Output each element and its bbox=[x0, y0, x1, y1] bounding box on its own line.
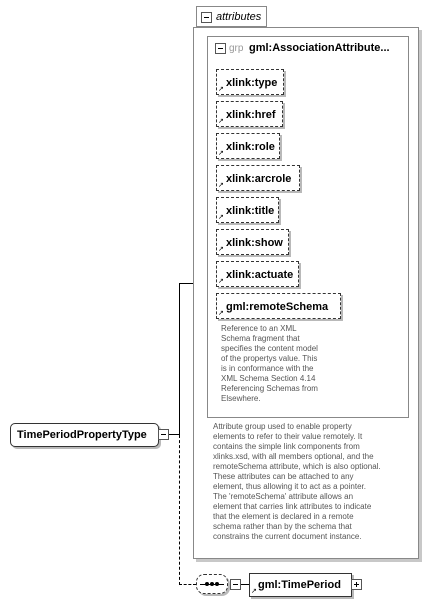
attributes-label: attributes bbox=[216, 11, 262, 23]
attr-label: xlink:show bbox=[226, 237, 283, 249]
attr-label: xlink:role bbox=[226, 141, 275, 153]
connector-line bbox=[241, 584, 249, 585]
dashed-connector-line bbox=[179, 435, 180, 585]
root-type-label: TimePeriodPropertyType bbox=[17, 429, 147, 441]
group-name: gml:AssociationAttribute... bbox=[249, 42, 390, 54]
sequence-dot bbox=[215, 582, 219, 586]
expand-time-period-icon[interactable] bbox=[351, 579, 362, 590]
reference-arrow-icon: ↗ bbox=[218, 118, 224, 125]
attributes-header bbox=[196, 6, 267, 27]
time-period-label: gml:TimePeriod bbox=[258, 579, 341, 591]
collapse-attributes-icon[interactable] bbox=[201, 12, 212, 23]
attr-xlink-show[interactable] bbox=[216, 229, 289, 255]
attr-gml-remote-schema[interactable] bbox=[216, 293, 341, 319]
sequence-dot bbox=[210, 582, 214, 586]
reference-arrow-icon: ↗ bbox=[218, 246, 224, 253]
reference-arrow-icon: ↗ bbox=[218, 182, 224, 189]
attribute-group-documentation: Attribute group used to enable property elements to refer to their value remotely. It contains the simple link components from xlinks.xsd, with all members optional, and the remoteSchema attribute, which is also optional. These attributes can be attached to any element, thus allowing it to act as a pointer. The 'remoteSchema' attribute allows an element that carries link attributes to indicate that the element is declared in a remote schema rather than by the schema that constrains the current document instance. bbox=[213, 422, 381, 541]
attr-xlink-type[interactable] bbox=[216, 69, 284, 95]
attr-label: xlink:actuate bbox=[226, 269, 294, 281]
sequence-compositor[interactable] bbox=[196, 574, 228, 594]
attr-xlink-arcrole[interactable] bbox=[216, 165, 300, 191]
reference-arrow-icon: ↗ bbox=[218, 310, 224, 317]
attr-label: xlink:href bbox=[226, 109, 276, 121]
reference-arrow-icon: ↗ bbox=[251, 588, 257, 595]
attr-label: xlink:arcrole bbox=[226, 173, 292, 185]
attr-label: xlink:type bbox=[226, 77, 278, 89]
remote-schema-documentation: Reference to an XML Schema fragment that specifies the content model of the propertys value. This is in conformance with the XML Schema Section 4.14 Referencing Schemas from Elsewhere. bbox=[221, 324, 318, 403]
sequence-dot bbox=[205, 582, 209, 586]
attr-xlink-role[interactable] bbox=[216, 133, 280, 159]
attr-xlink-href[interactable] bbox=[216, 101, 283, 127]
reference-arrow-icon: ↗ bbox=[218, 150, 224, 157]
attr-label: xlink:title bbox=[226, 205, 275, 217]
collapse-root-icon[interactable] bbox=[158, 429, 169, 440]
collapse-sequence-icon[interactable] bbox=[230, 579, 241, 590]
group-prefix: grp bbox=[229, 43, 244, 54]
collapse-group-icon[interactable] bbox=[215, 43, 226, 54]
connector-line bbox=[179, 283, 193, 284]
connector-line bbox=[179, 283, 180, 435]
root-type-box[interactable] bbox=[10, 423, 159, 447]
dashed-connector-line bbox=[179, 584, 196, 585]
reference-arrow-icon: ↗ bbox=[218, 214, 224, 221]
connector-line bbox=[169, 434, 179, 435]
reference-arrow-icon: ↗ bbox=[218, 86, 224, 93]
time-period-element-box[interactable] bbox=[249, 573, 352, 597]
attr-label: gml:remoteSchema bbox=[226, 301, 329, 313]
attr-xlink-title[interactable] bbox=[216, 197, 279, 223]
reference-arrow-icon: ↗ bbox=[218, 278, 224, 285]
attr-xlink-actuate[interactable] bbox=[216, 261, 299, 287]
